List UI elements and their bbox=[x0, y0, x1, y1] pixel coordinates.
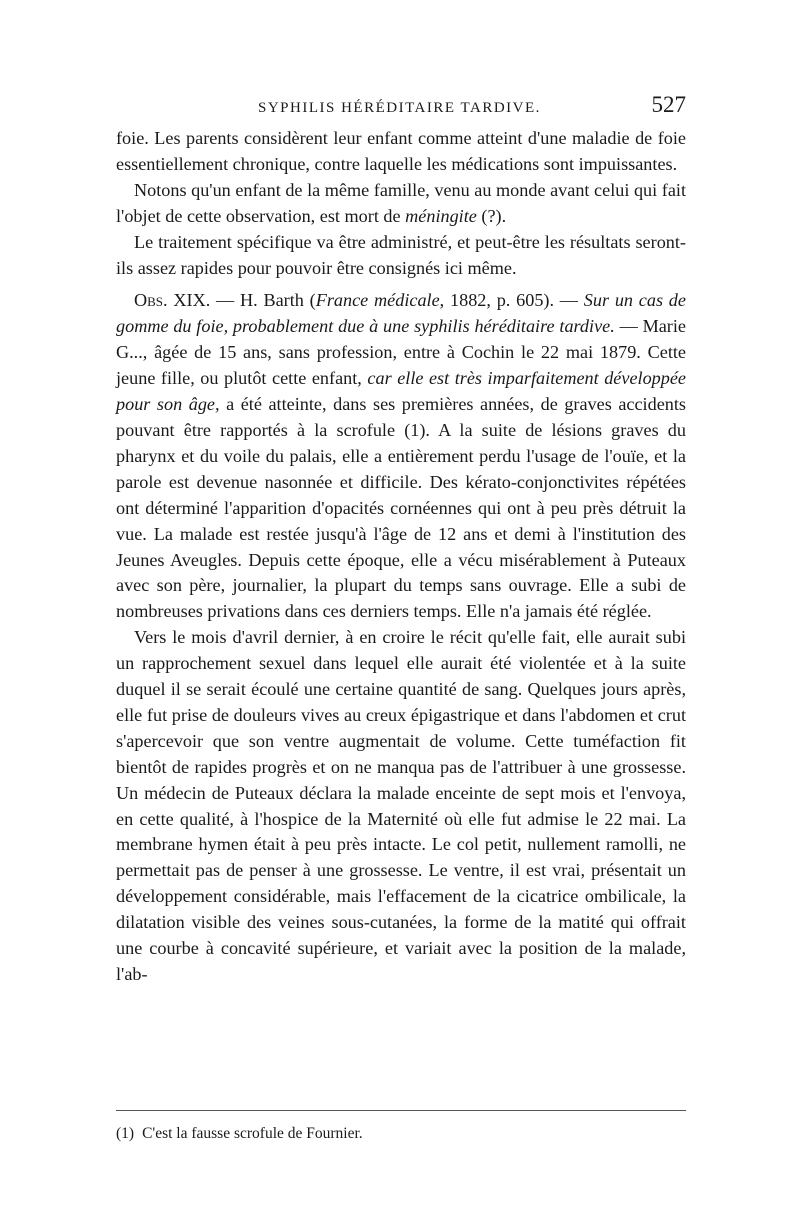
running-title: SYPHILIS HÉRÉDITAIRE TARDIVE. bbox=[258, 100, 541, 116]
observation-title: Sur un cas de gomme du foie, probablement due à une syphilis héréditaire tardive. bbox=[116, 290, 686, 337]
paragraph-text: a été atteinte, dans ses premières années, de graves accidents pouvant être rapportés à la scrofule (1). A la suite de lésions graves du pharynx et du voile du palais, elle a entièrement perdu l'usage de l'ouïe, et la parole est devenue nasonnée et difficile. Des kérato-conjonctivites répétées ont déterminé l'apparition d'opacités cornéennes qui ont à peu près détruit la vue. La malade est restée jusqu'à l'âge de 12 ans et demi à l'institution des Jeunes Aveugles. Depuis cette époque, elle a vécu misérablement à Puteaux avec son père, journalier, la plupart du temps sans ouvrage. Elle a subi de nombreuses privations dans ces derniers temps. Elle n'a jamais été réglée. bbox=[116, 394, 687, 622]
footnote-mark: (1) bbox=[116, 1125, 135, 1142]
paragraph-sibling-note bbox=[116, 178, 686, 230]
paragraph-text: Vers le mois d'avril dernier, à en croire le récit qu'elle fait, elle aurait subi un rapprochement sexuel dans lequel elle aurait été violentée et à la suite duquel il se serait écoulé une certaine quantité de sang. Quelques jours après, elle fut prise de douleurs vives au creux épigastrique et dans l'abdomen et crut s'apercevoir que son ventre augmentait de volume. Cette tuméfaction fit bientôt de rapides progrès et on ne manqua pas de l'attribuer à une grossesse. Un médecin de Puteaux déclara la malade enceinte de sept mois et l'envoya, en cette qualité, à l'hospice de la Maternité où elle fut admise le 22 mai. La membrane hymen était à peu près intacte. Le col petit, nullement ramolli, ne permettait pas de penser à une grossesse. Le ventre, il est vrai, présentait un développement considérable, mais l'effacement de la cicatrice ombilicale, la dilatation visible des veines sous-cutanées, la forme de la matité qui offrait une courbe à concavité supérieure, et variait avec la position de la malade, l'ab- bbox=[116, 627, 686, 984]
body-text bbox=[116, 126, 686, 988]
paragraph-text: (?). bbox=[476, 205, 507, 226]
source-journal: France médicale bbox=[315, 290, 440, 311]
paragraph-text: Le traitement spécifique va être administré, et peut-être les résultats seront-ils assez rapides pour pouvoir être consignés ici même. bbox=[116, 231, 686, 278]
paragraph-text: , 1882, p. 605). — bbox=[439, 290, 584, 311]
italic-phrase: car elle est très imparfaitement développée pour son âge, bbox=[116, 368, 687, 415]
observation-xix bbox=[116, 288, 686, 625]
page-number: 527 bbox=[651, 92, 686, 117]
paragraph-text: Notons qu'un enfant de la même famille, venu au monde avant celui qui fait l'objet de cette observation, est mort de bbox=[116, 179, 686, 226]
paragraph-text: foie. Les parents considèrent leur enfant comme atteint d'une maladie de foie essentiellement chronique, contre laquelle les médications sont impuissantes. bbox=[116, 128, 686, 174]
italic-term: méningite bbox=[405, 205, 477, 226]
running-head bbox=[116, 92, 688, 124]
paragraph-text: — Marie G..., âgée de 15 ans, sans profession, entre à Cochin le 22 mai 1879. Cette jeune fille, ou plutôt cette enfant, bbox=[116, 316, 686, 389]
paragraph-treatment bbox=[116, 230, 686, 282]
footnote-text: C'est la fausse scrofule de Fournier. bbox=[142, 1125, 363, 1142]
footnote bbox=[116, 1124, 686, 1144]
paragraph-liver-conclusion bbox=[116, 126, 686, 178]
footnote-divider bbox=[116, 1110, 686, 1111]
paragraph-text: XIX. — H. Barth ( bbox=[167, 290, 316, 311]
observation-label: Obs. bbox=[134, 290, 168, 311]
paragraph-history bbox=[116, 625, 686, 988]
